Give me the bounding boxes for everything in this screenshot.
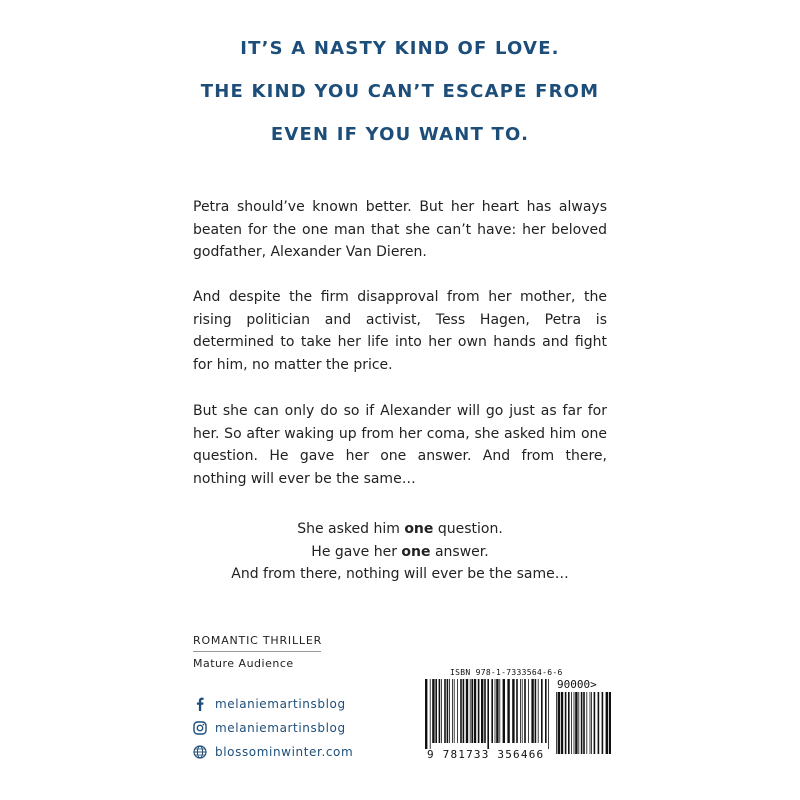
barcode-bar xyxy=(591,692,592,754)
barcode-bar xyxy=(583,692,585,754)
barcode-bar xyxy=(528,679,529,743)
barcode-bar xyxy=(435,679,437,743)
barcode-bar xyxy=(609,692,611,754)
barcode-bar xyxy=(439,679,441,743)
barcode-bar xyxy=(586,692,587,754)
barcode-bar xyxy=(581,692,583,754)
barcode-bar xyxy=(548,679,549,749)
barcode-bar xyxy=(524,679,526,743)
barcode-bar xyxy=(565,692,567,754)
barcode-bar xyxy=(545,679,547,743)
barcode-bar xyxy=(484,679,486,743)
barcode-bar xyxy=(449,679,450,743)
barcode-bar xyxy=(606,692,608,754)
barcode-bar xyxy=(578,692,579,754)
globe-icon xyxy=(193,745,207,759)
barcode-bar xyxy=(556,692,557,754)
genre-divider xyxy=(193,651,321,652)
audience-label: Mature Audience xyxy=(193,657,294,670)
tagline-line-2: He gave her one answer. xyxy=(311,543,489,560)
headline-2: THE KIND YOU CAN’T ESCAPE FROM xyxy=(200,81,600,102)
barcode-bar xyxy=(503,679,505,743)
barcode-bar xyxy=(457,679,458,743)
barcode-bar xyxy=(463,679,465,743)
barcode-bar xyxy=(425,679,427,749)
isbn-label: ISBN 978-1-7333564-6-6 xyxy=(450,668,563,677)
barcode-bar xyxy=(447,679,449,743)
barcode-bar xyxy=(499,679,500,743)
barcode-bar xyxy=(491,679,493,743)
social-facebook[interactable] xyxy=(193,697,346,711)
barcode-bar xyxy=(594,692,596,754)
barcode-bar xyxy=(541,679,543,743)
instagram-handle[interactable]: melaniemartinsblog xyxy=(215,721,346,735)
headline-1: IT’S A NASTY KIND OF LOVE. xyxy=(240,38,560,59)
barcode-bar xyxy=(460,679,462,743)
barcode-bar xyxy=(454,679,455,743)
barcode-bar xyxy=(522,679,523,743)
social-website[interactable] xyxy=(193,745,353,759)
barcode-bar xyxy=(487,679,489,749)
barcode-bar xyxy=(538,679,539,743)
price-code: 90000> xyxy=(557,678,597,691)
tagline-line-3: And from there, nothing will ever be the same… xyxy=(231,566,569,582)
barcode-bar xyxy=(507,679,509,743)
instagram-icon xyxy=(193,721,207,735)
social-instagram[interactable] xyxy=(193,721,346,735)
facebook-handle[interactable]: melaniemartinsblog xyxy=(215,697,346,711)
barcode-bar xyxy=(598,692,600,754)
barcode-bar xyxy=(535,679,537,743)
barcode-bar xyxy=(432,679,434,743)
barcode-bar xyxy=(441,679,442,743)
barcode-bar xyxy=(481,679,483,743)
ean-barcode xyxy=(424,679,552,749)
barcode-bar xyxy=(531,679,533,743)
barcode-bar xyxy=(561,692,563,754)
paragraph-1: Petra should’ve known better. But her heart has always beaten for the one man that she can’t have: her beloved godfather, Alexander Van Dieren. xyxy=(193,199,607,260)
headline-3: EVEN IF YOU WANT TO. xyxy=(270,124,530,145)
barcode-bar xyxy=(568,692,570,754)
barcode-bar xyxy=(496,679,498,743)
tagline xyxy=(0,518,800,586)
barcode-bar xyxy=(471,679,473,743)
barcode-bar xyxy=(478,679,480,743)
barcode-bar xyxy=(574,692,575,754)
barcode-bar xyxy=(495,679,496,743)
barcode-bar xyxy=(590,692,591,754)
paragraph-3: But she can only do so if Alexander will go just as far for her. So after waking up from her coma, she asked him one question. He gave her one answer. And from there, nothing will ever be the same… xyxy=(193,403,607,487)
tagline-line-1: She asked him one question. xyxy=(297,521,503,537)
barcode-bar xyxy=(444,679,446,743)
barcode-bar xyxy=(558,692,560,754)
barcode-bar xyxy=(516,679,518,743)
barcode-bar xyxy=(470,679,471,743)
barcode-bar xyxy=(602,692,604,754)
barcode-bar xyxy=(571,692,572,754)
paragraph-2: And despite the firm disapproval from her mother, the rising politician and activist, Tess Hagen, Petra is determined to take her life into her own hands and fight for him, no matter the price. xyxy=(193,289,607,373)
barcode-bar xyxy=(430,679,431,749)
barcode-bar xyxy=(512,679,514,743)
barcode-bar xyxy=(452,679,453,743)
website-url[interactable]: blossominwinter.com xyxy=(215,745,354,759)
barcode-bar xyxy=(520,679,521,743)
ean-digits: 9 781733 356466 xyxy=(427,748,545,761)
addon-barcode xyxy=(555,692,611,760)
barcode-bar xyxy=(575,692,577,754)
barcode-bar xyxy=(466,679,468,743)
barcode-bar xyxy=(474,679,476,743)
genre-label: ROMANTIC THRILLER xyxy=(193,634,323,647)
facebook-icon xyxy=(193,697,207,711)
